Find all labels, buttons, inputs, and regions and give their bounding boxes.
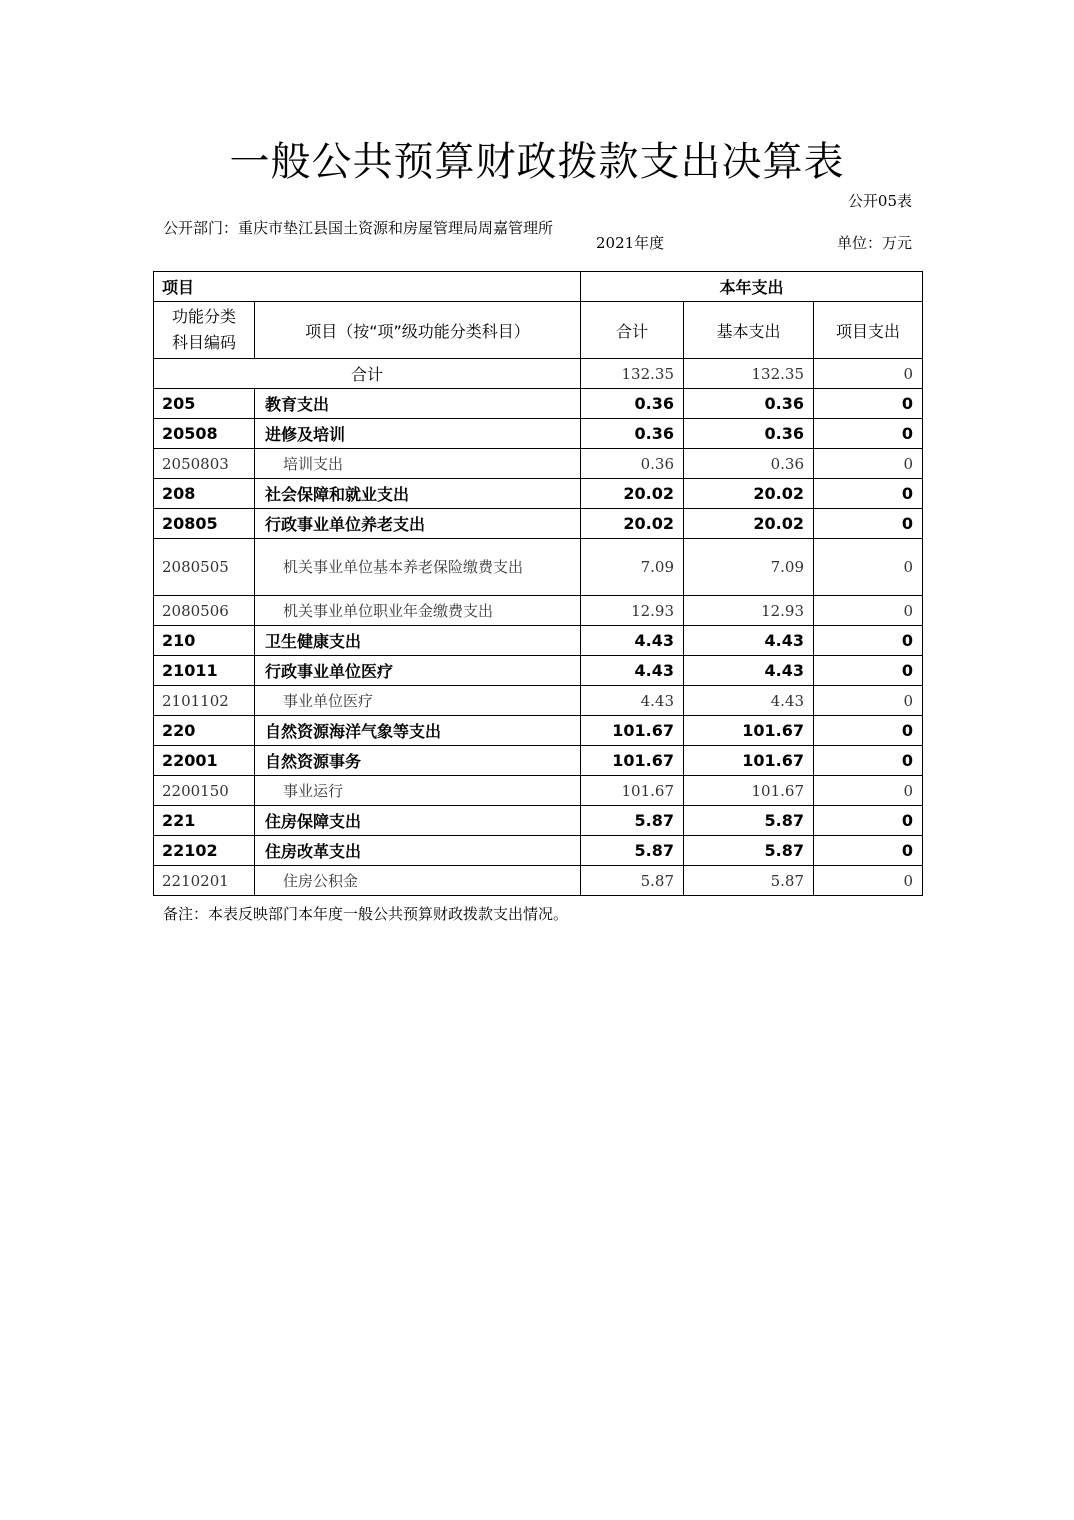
row-total: 20.02 (581, 509, 684, 539)
row-basic: 101.67 (684, 746, 814, 776)
row-name: 住房保障支出 (255, 806, 581, 836)
page-title: 一般公共预算财政拨款支出决算表 (229, 139, 845, 185)
row-name: 教育支出 (255, 389, 581, 419)
col-header-total: 合计 (581, 302, 684, 359)
row-basic: 0.36 (684, 449, 814, 479)
row-project: 0 (814, 836, 923, 866)
row-project: 0 (814, 419, 923, 449)
row-basic: 101.67 (684, 716, 814, 746)
row-project: 0 (814, 509, 923, 539)
row-code: 20508 (154, 419, 255, 449)
row-project: 0 (814, 626, 923, 656)
row-total: 0.36 (581, 449, 684, 479)
row-basic: 5.87 (684, 836, 814, 866)
row-project: 0 (814, 686, 923, 716)
row-code: 21011 (154, 656, 255, 686)
table-row (154, 419, 923, 449)
row-name: 行政事业单位医疗 (255, 656, 581, 686)
row-name: 社会保障和就业支出 (255, 479, 581, 509)
row-code: 208 (154, 479, 255, 509)
table-row (154, 806, 923, 836)
table-row (154, 626, 923, 656)
row-code: 221 (154, 806, 255, 836)
row-code: 205 (154, 389, 255, 419)
row-basic: 0.36 (684, 419, 814, 449)
row-basic: 101.67 (684, 776, 814, 806)
row-code: 220 (154, 716, 255, 746)
row-code: 2200150 (154, 776, 255, 806)
row-project: 0 (814, 656, 923, 686)
row-total: 5.87 (581, 836, 684, 866)
row-project: 0 (814, 596, 923, 626)
total-row-total: 132.35 (581, 359, 684, 389)
row-basic: 4.43 (684, 686, 814, 716)
row-basic: 4.43 (684, 626, 814, 656)
table-row (154, 716, 923, 746)
table-row (154, 746, 923, 776)
row-basic: 12.93 (684, 596, 814, 626)
row-basic: 5.87 (684, 806, 814, 836)
row-name: 住房改革支出 (255, 836, 581, 866)
col-header-basic: 基本支出 (684, 302, 814, 359)
row-total: 5.87 (581, 866, 684, 896)
row-basic: 0.36 (684, 389, 814, 419)
year-label: 2021年度 (596, 234, 665, 252)
row-name: 卫生健康支出 (255, 626, 581, 656)
department-label: 公开部门：重庆市垫江县国土资源和房屋管理局周嘉管理所 (163, 219, 554, 237)
row-total: 4.43 (581, 626, 684, 656)
table-row (154, 836, 923, 866)
row-project: 0 (814, 449, 923, 479)
header-current-year: 本年支出 (581, 272, 923, 302)
row-code: 210 (154, 626, 255, 656)
row-basic: 5.87 (684, 866, 814, 896)
row-project: 0 (814, 716, 923, 746)
row-name: 进修及培训 (255, 419, 581, 449)
row-project: 0 (814, 806, 923, 836)
row-code: 2050803 (154, 449, 255, 479)
table-row (154, 866, 923, 896)
row-name: 自然资源事务 (255, 746, 581, 776)
row-total: 20.02 (581, 479, 684, 509)
table-row (154, 389, 923, 419)
row-total: 0.36 (581, 419, 684, 449)
row-basic: 4.43 (684, 656, 814, 686)
row-total: 101.67 (581, 746, 684, 776)
table-row (154, 596, 923, 626)
row-name: 机关事业单位职业年金缴费支出 (255, 596, 581, 626)
row-code: 2210201 (154, 866, 255, 896)
table-row (154, 479, 923, 509)
row-code: 2101102 (154, 686, 255, 716)
row-name: 事业单位医疗 (255, 686, 581, 716)
row-total: 4.43 (581, 686, 684, 716)
row-project: 0 (814, 389, 923, 419)
table-row (154, 656, 923, 686)
row-code: 20805 (154, 509, 255, 539)
table-row (154, 539, 923, 596)
expenditure-table (153, 271, 923, 896)
table-row (154, 509, 923, 539)
row-project: 0 (814, 539, 923, 596)
row-total: 101.67 (581, 716, 684, 746)
row-code: 2080505 (154, 539, 255, 596)
row-name: 住房公积金 (255, 866, 581, 896)
row-name: 自然资源海洋气象等支出 (255, 716, 581, 746)
header-item: 项目 (154, 272, 581, 302)
row-code: 22102 (154, 836, 255, 866)
row-code: 22001 (154, 746, 255, 776)
row-total: 5.87 (581, 806, 684, 836)
footnote: 备注：本表反映部门本年度一般公共预算财政拨款支出情况。 (163, 905, 569, 923)
row-basic: 20.02 (684, 479, 814, 509)
table-row (154, 776, 923, 806)
row-basic: 7.09 (684, 539, 814, 596)
col-header-code: 功能分类科目编码 (154, 302, 255, 359)
form-number: 公开05表 (847, 192, 912, 210)
total-row-label: 合计 (154, 359, 581, 389)
row-name: 行政事业单位养老支出 (255, 509, 581, 539)
row-total: 0.36 (581, 389, 684, 419)
row-name: 事业运行 (255, 776, 581, 806)
table-row (154, 449, 923, 479)
row-basic: 20.02 (684, 509, 814, 539)
col-header-name: 项目（按“项”级功能分类科目） (255, 302, 581, 359)
row-total: 4.43 (581, 656, 684, 686)
col-header-project: 项目支出 (814, 302, 923, 359)
row-project: 0 (814, 866, 923, 896)
row-total: 7.09 (581, 539, 684, 596)
table-row (154, 686, 923, 716)
row-total: 12.93 (581, 596, 684, 626)
row-project: 0 (814, 746, 923, 776)
row-name: 培训支出 (255, 449, 581, 479)
unit-label: 单位：万元 (836, 234, 912, 252)
row-code: 2080506 (154, 596, 255, 626)
row-name: 机关事业单位基本养老保险缴费支出 (255, 539, 581, 596)
total-row-project: 0 (814, 359, 923, 389)
row-project: 0 (814, 776, 923, 806)
row-project: 0 (814, 479, 923, 509)
total-row-basic: 132.35 (684, 359, 814, 389)
row-total: 101.67 (581, 776, 684, 806)
